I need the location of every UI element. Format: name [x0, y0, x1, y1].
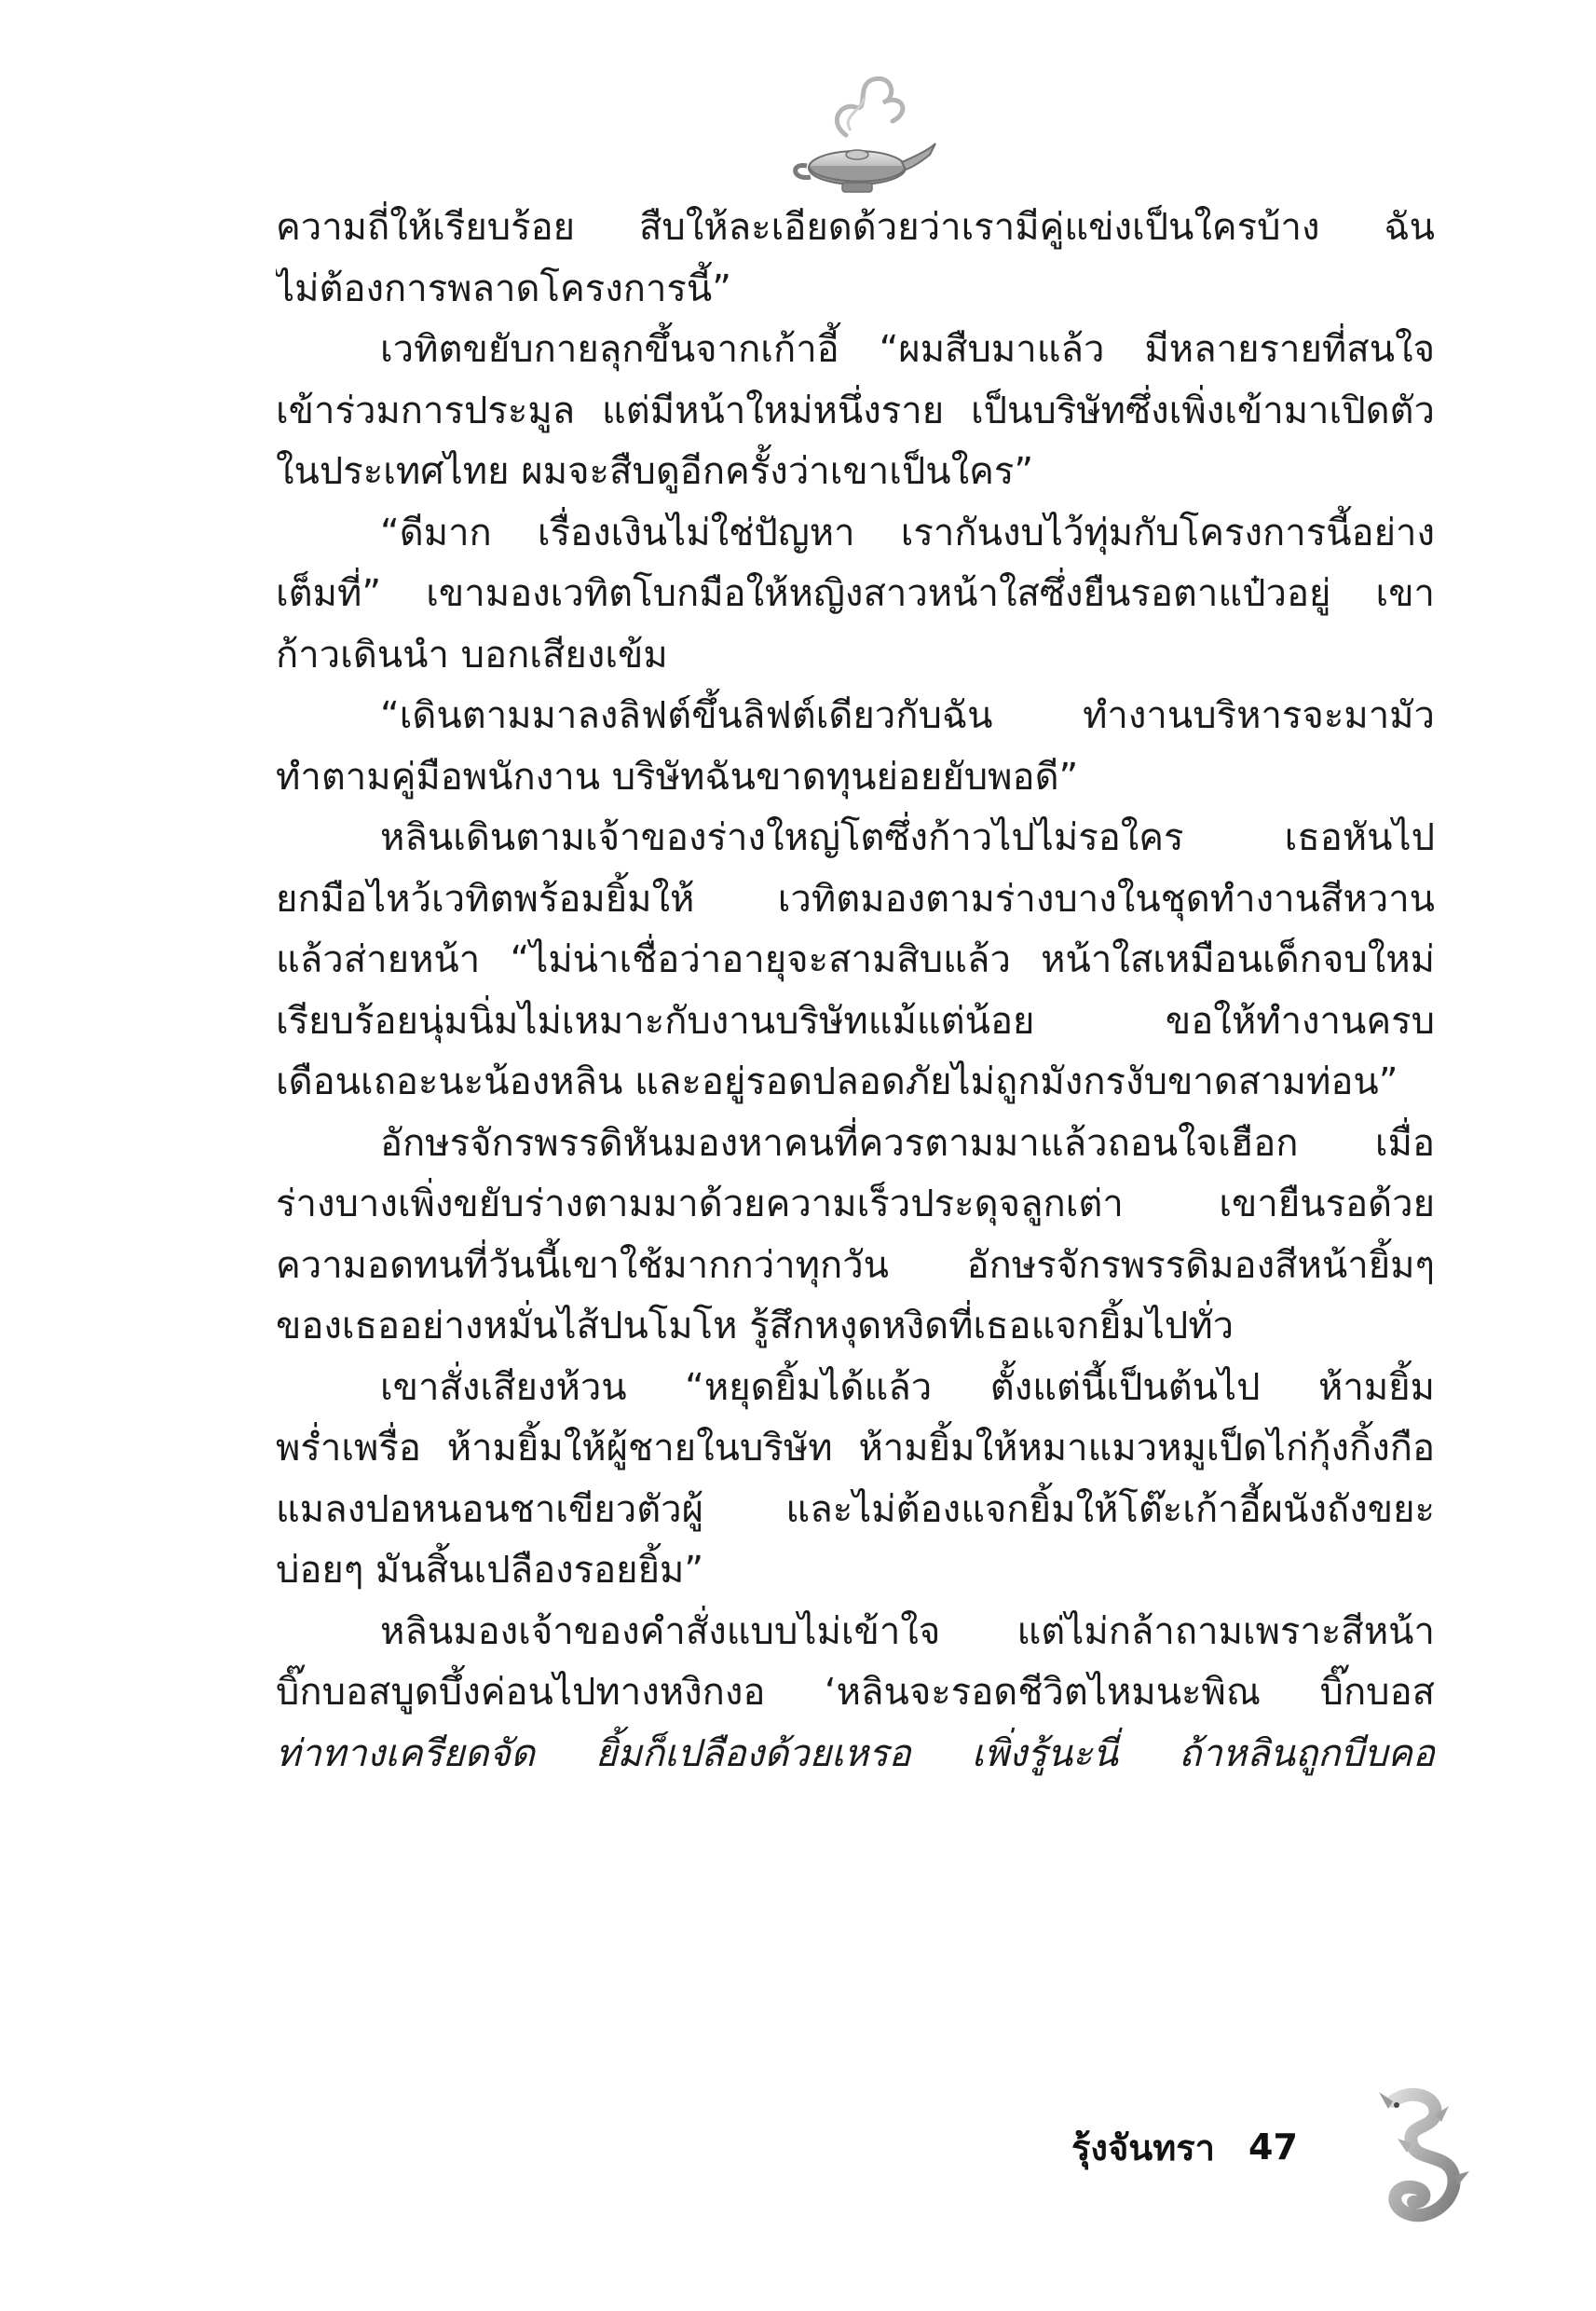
text-line: ร่างบางเพิ่งขยับร่างตามมาด้วยความเร็วประดุจลูกเต่า เขายืนรอด้วย	[276, 1183, 1435, 1225]
text-line: พร่ำเพรื่อ ห้ามยิ้มให้ผู้ชายในบริษัท ห้ามยิ้มให้หมาแมวหมูเป็ดไก่กุ้งกิ้งกือ	[276, 1427, 1435, 1470]
text-line: ทำตามคู่มือพนักงาน บริษัทฉันขาดทุนย่อยยับพอดี”	[276, 755, 1079, 799]
text-line: อักษรจักรพรรดิหันมองหาคนที่ควรตามมาแล้วถอนใจเฮือก เมื่อ	[380, 1121, 1435, 1165]
text-line: เข้าร่วมการประมูล แต่มีหน้าใหม่หนึ่งราย เป็นบริษัทซึ่งเพิ่งเข้ามาเปิดตัว	[276, 389, 1435, 432]
text-line: หลินมองเจ้าของคำสั่งแบบไม่เข้าใจ แต่ไม่กล้าถามเพราะสีหน้า	[380, 1609, 1435, 1653]
page-number: 47	[1248, 2126, 1298, 2167]
book-title: รุ้งจันทรา	[1071, 2126, 1216, 2168]
text-line: บ่อยๆ มันสิ้นเปลืองรอยยิ้ม”	[276, 1549, 704, 1592]
genie-lamp-icon	[790, 65, 939, 205]
text-line: เรียบร้อยนุ่มนิ่มไม่เหมาะกับงานบริษัทแม้แต่น้อย ขอให้ทำงานครบ	[276, 999, 1435, 1043]
text-line: “ดีมาก เรื่องเงินไม่ใช่ปัญหา เรากันงบไว้ทุ่มกับโครงการนี้อย่าง	[380, 511, 1435, 554]
text-line: “เดินตามมาลงลิฟต์ขึ้นลิฟต์เดียวกับฉัน ทำงานบริหารจะมามัว	[380, 694, 1435, 737]
text-line: เต็มที่” เขามองเวทิตโบกมือให้หญิงสาวหน้าใสซึ่งยืนรอตาแป๋วอยู่ เขา	[276, 572, 1435, 615]
text-line: ไม่ต้องการพลาดโครงการนี้”	[276, 267, 731, 310]
dragon-icon	[1356, 2083, 1477, 2232]
text-line: ยกมือไหว้เวทิตพร้อมยิ้มให้ เวทิตมองตามร่างบางในชุดทำงานสีหวาน	[276, 877, 1435, 921]
text-line: ของเธออย่างหมั่นไส้ปนโมโห รู้สึกหงุดหงิดที่เธอแจกยิ้มไปทั่ว	[276, 1305, 1235, 1347]
text-line: เขาสั่งเสียงห้วน “หยุดยิ้มได้แล้ว ตั้งแต่นี้เป็นต้นไป ห้ามยิ้ม	[380, 1365, 1435, 1409]
text-line: เดือนเถอะนะน้องหลิน และอยู่รอดปลอดภัยไม่ถูกมังกรงับขาดสามท่อน”	[276, 1060, 1398, 1103]
body-text	[276, 198, 1435, 1785]
text-line: ก้าวเดินนำ บอกเสียงเข้ม	[276, 633, 668, 677]
page-footer	[1071, 2113, 1298, 2181]
text-line: ท่าทางเครียดจัด ยิ้มก็เปลืองด้วยเหรอ เพิ่งรู้นะนี่ ถ้าหลินถูกบีบคอ	[276, 1731, 1435, 1775]
text-line: แล้วส่ายหน้า “ไม่น่าเชื่อว่าอายุจะสามสิบแล้ว หน้าใสเหมือนเด็กจบใหม่	[276, 938, 1435, 981]
text-line: เวทิตขยับกายลุกขึ้นจากเก้าอี้ “ผมสืบมาแล้ว มีหลายรายที่สนใจ	[380, 328, 1435, 371]
text-line: แมลงปอหนอนชาเขียวตัวผู้ และไม่ต้องแจกยิ้มให้โต๊ะเก้าอี้ผนังถังขยะ	[276, 1487, 1435, 1531]
text-line: บิ๊กบอสบูดบึ้งค่อนไปทางหงิกงอ ‘หลินจะรอดชีวิตไหมนะพิณ บิ๊กบอส	[276, 1671, 1435, 1714]
text-line: หลินเดินตามเจ้าของร่างใหญ่โตซึ่งก้าวไปไม่รอใคร เธอหันไป	[380, 816, 1435, 859]
text-line: ความอดทนที่วันนี้เขาใช้มากกว่าทุกวัน อักษรจักรพรรดิมองสีหน้ายิ้มๆ	[276, 1243, 1435, 1287]
text-line: ความถี่ให้เรียบร้อย สืบให้ละเอียดด้วยว่าเรามีคู่แข่งเป็นใครบ้าง ฉัน	[276, 206, 1435, 249]
text-line: ในประเทศไทย ผมจะสืบดูอีกครั้งว่าเขาเป็นใคร”	[276, 450, 1034, 493]
